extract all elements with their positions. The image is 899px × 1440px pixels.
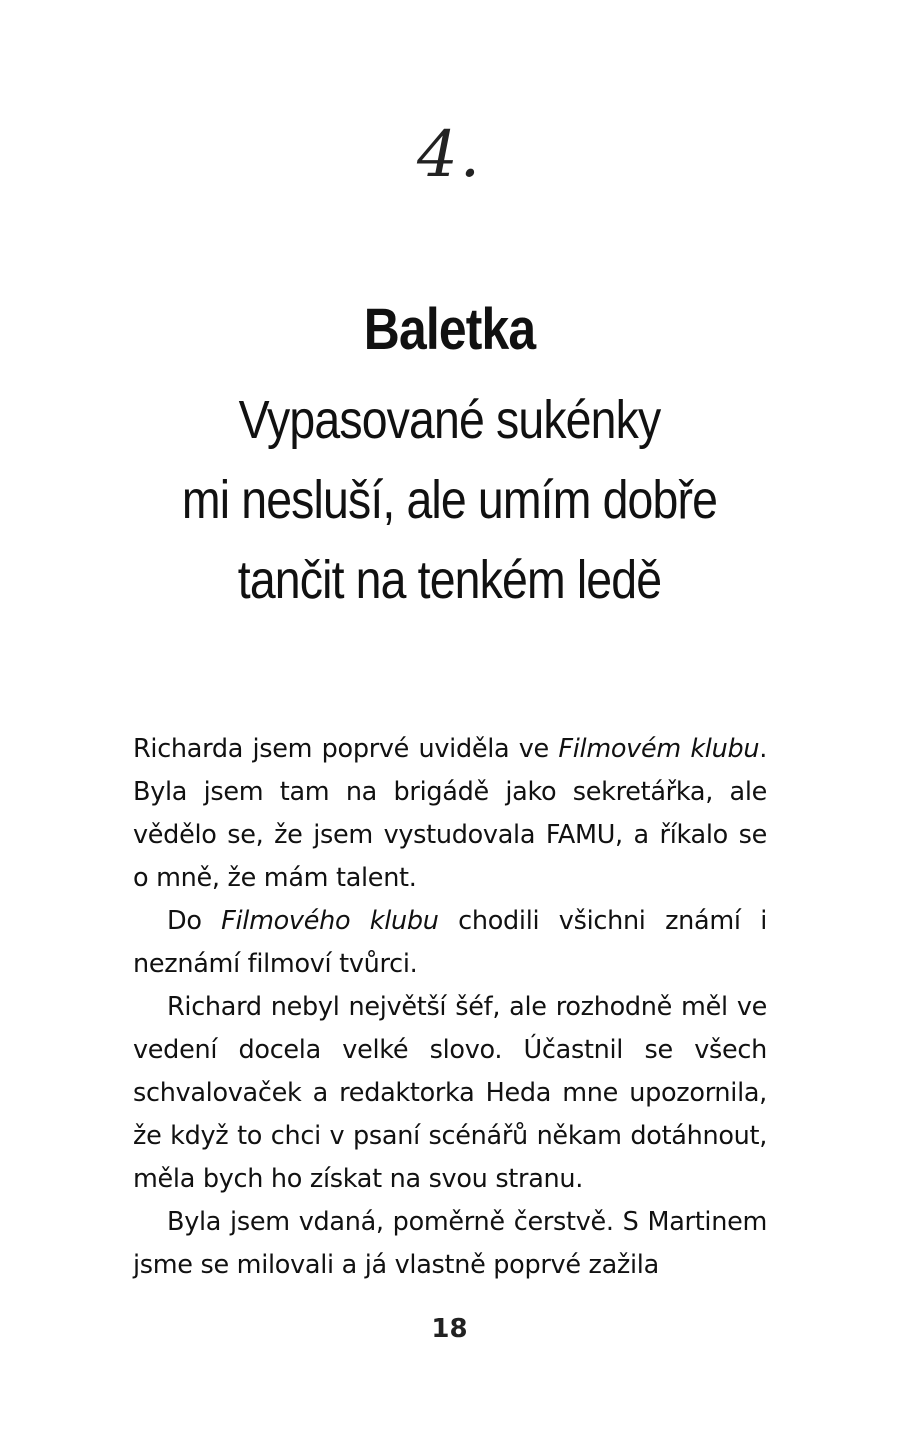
paragraph: Byla jsem vdaná, poměrně čerstvě. S Martinem jsme se milovali a já vlastně poprvé zažila [133,1207,767,1280]
paragraph-text: chodili všichni známí i neznámí filmoví tvůrci. [133,906,767,979]
subtitle-line: tančit na tenkém ledě [237,550,662,610]
paragraph [133,728,767,900]
page-number: 18 [431,1314,468,1344]
chapter-subtitle [0,380,899,620]
chapter-title: Baletka [363,297,536,362]
paragraph-text: Do [167,906,222,936]
subtitle-line: mi nesluší, ale umím dobře [181,470,718,530]
paragraph [133,900,767,986]
body-text [133,728,767,1287]
emphasis-text: Filmového klubu [221,906,439,936]
paragraph: Richard nebyl největší šéf, ale rozhodně měl ve vedení docela velké slovo. Účastnil se všech schvalovaček a redaktorka Heda mne upozornila, že když to chci v psaní scénářů někam dotáhnout, měla bych ho získat na svou stranu. [133,992,767,1194]
emphasis-text: Filmovém klubu [558,734,760,764]
paragraph-text: Richarda jsem poprvé uviděla ve [133,734,559,764]
paragraph-text: . Byla jsem tam na brigádě jako sekretářka, ale vědělo se, že jsem vystudovala FAMU, a říkalo se o mně, že mám talent. [133,734,767,893]
subtitle-line: Vypasované sukénky [238,390,661,450]
chapter-number: 4. [416,118,483,192]
